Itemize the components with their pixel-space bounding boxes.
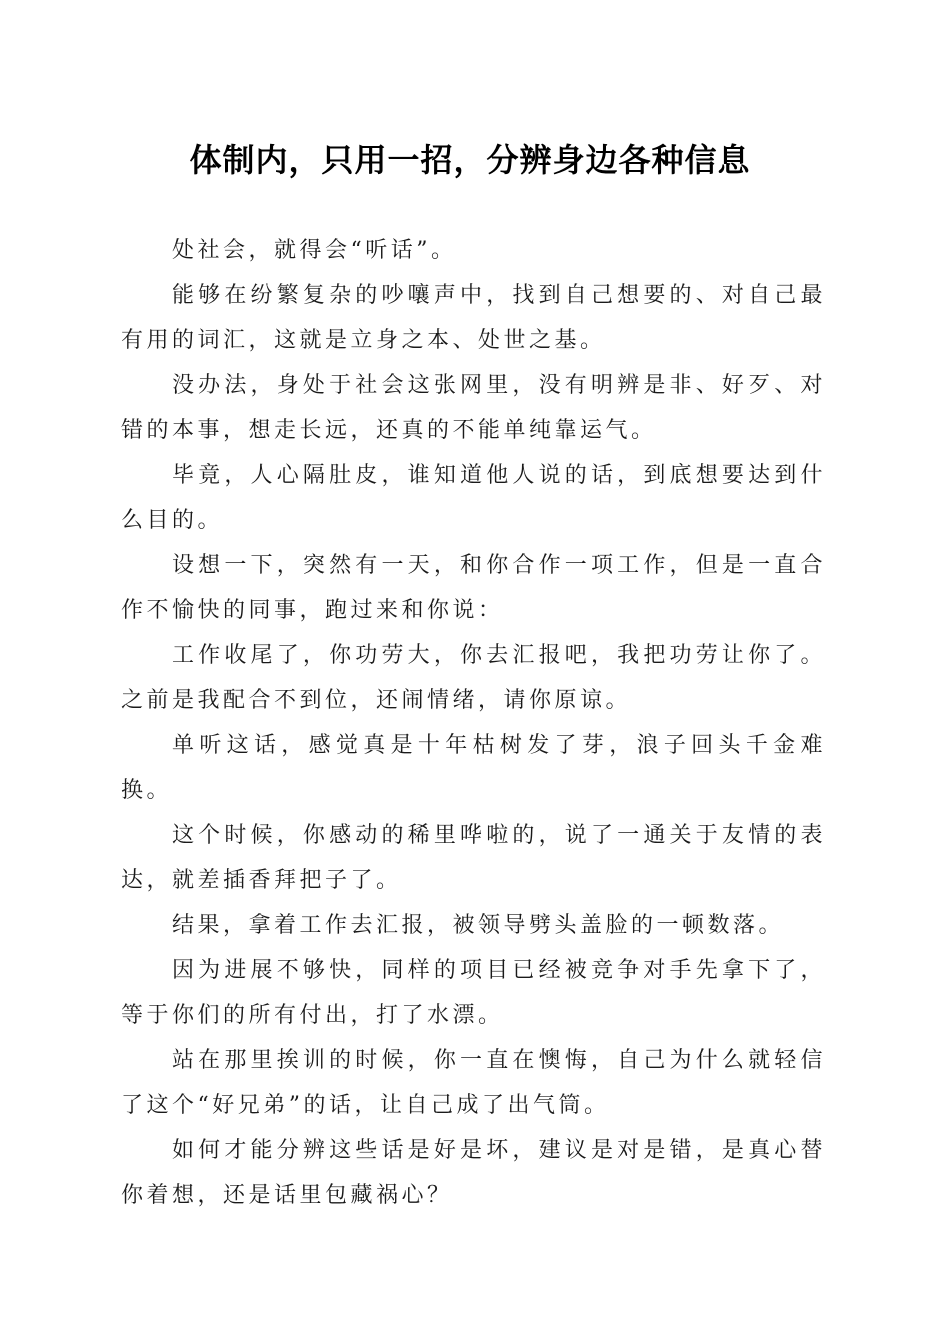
paragraph: 因为进展不够快，同样的项目已经被竞争对手先拿下了，等于你们的所有付出，打了水漂。 [121, 958, 826, 1028]
paragraph: 结果，拿着工作去汇报，被领导劈头盖脸的一顿数落。 [172, 913, 785, 938]
paragraph: 站在那里挨训的时候，你一直在懊悔，自己为什么就轻信了这个“好兄弟”的话，让自己成了出气筒。 [121, 1048, 826, 1118]
paragraph: 没办法，身处于社会这张网里，没有明辨是非、好歹、对错的本事，想走长远，还真的不能单纯靠运气。 [121, 373, 826, 443]
paragraph: 毕竟，人心隔肚皮，谁知道他人说的话，到底想要达到什么目的。 [121, 463, 826, 533]
paragraph: 设想一下，突然有一天，和你合作一项工作，但是一直合作不愉快的同事，跑过来和你说： [121, 553, 826, 623]
paragraph: 如何才能分辨这些话是好是坏，建议是对是错，是真心替你着想，还是话里包藏祸心？ [121, 1138, 826, 1208]
document-title: 体制内，只用一招，分辨身边各种信息 [189, 141, 751, 179]
document-body [121, 228, 826, 1218]
paragraph: 能够在纷繁复杂的吵嚷声中，找到自己想要的、对自己最有用的词汇，这就是立身之本、处世之基。 [121, 283, 826, 353]
paragraph: 这个时候，你感动的稀里哗啦的，说了一通关于友情的表达，就差插香拜把子了。 [121, 823, 826, 893]
paragraph: 单听这话，感觉真是十年枯树发了芽，浪子回头千金难换。 [121, 733, 826, 803]
paragraph: 处社会，就得会“听话”。 [172, 238, 457, 263]
paragraph: 工作收尾了，你功劳大，你去汇报吧，我把功劳让你了。之前是我配合不到位，还闹情绪，请你原谅。 [121, 643, 826, 713]
